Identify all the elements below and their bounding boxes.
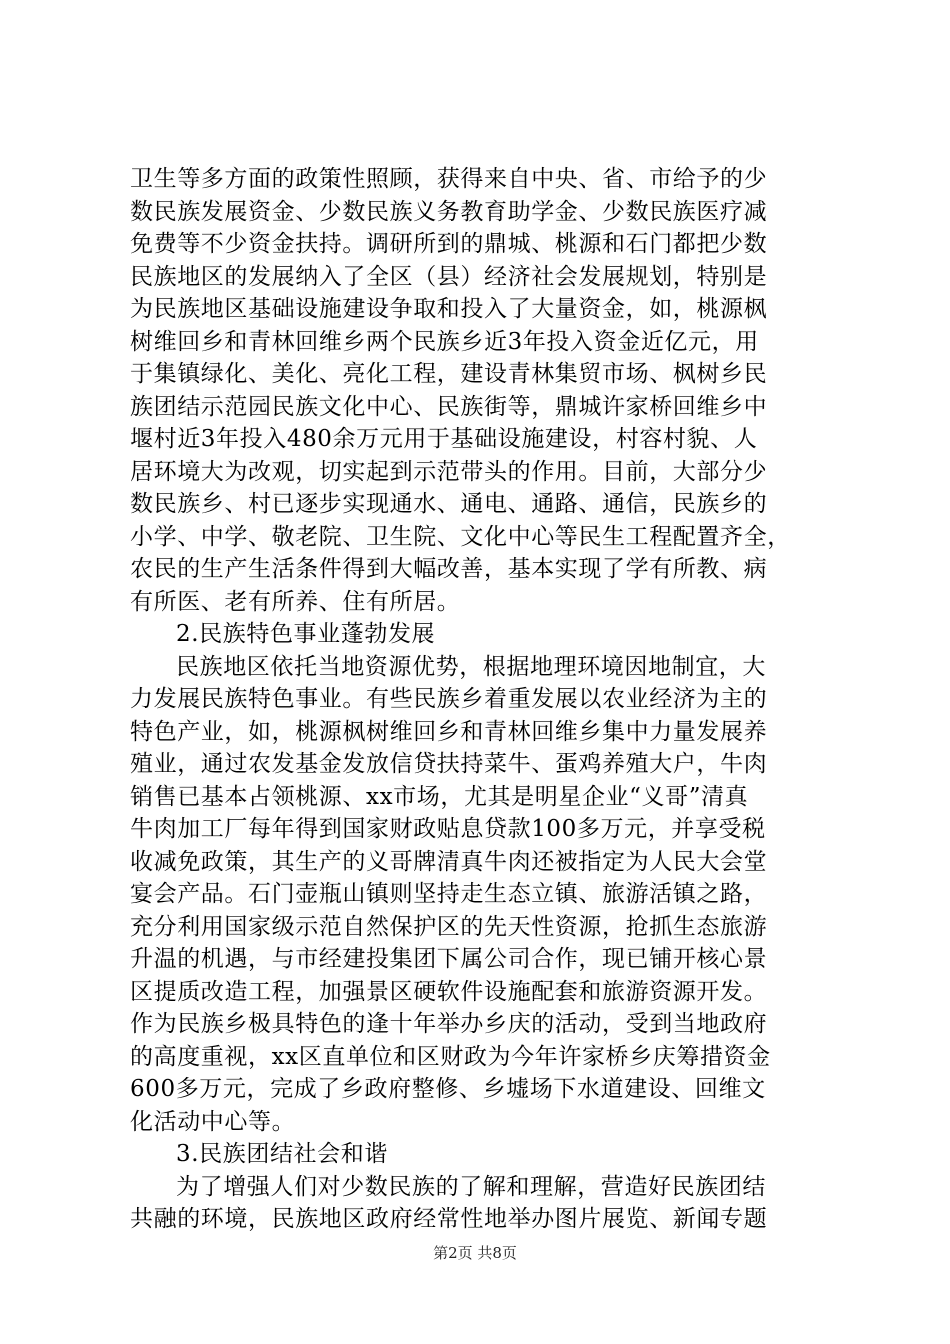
text-line: 充分利用国家级示范自然保护区的先天性资源，抢抓生态旅游	[130, 913, 768, 940]
text-line: 力发展民族特色事业。有些民族乡着重发展以农业经济为主的	[130, 686, 768, 712]
text-line: 免费等不少资金扶持。调研所到的鼎城、桃源和石门都把少数	[130, 231, 768, 257]
text-line: 殖业，通过农发基金发放信贷扶持菜牛、蛋鸡养殖大户，牛肉	[130, 751, 768, 777]
text-line: 为民族地区基础设施建设争取和投入了大量资金，如，桃源枫	[130, 296, 768, 322]
text-line: 卫生等多方面的政策性照顾，获得来自中央、省、市给予的少	[130, 166, 768, 192]
text-line: 于集镇绿化、美化、亮化工程，建设青林集贸市场、枫树乡民	[130, 361, 768, 387]
text-line: 堰村近3年投入480余万元用于基础设施建设，村容村貌、人	[130, 426, 758, 452]
text-line: 化活动中心等。	[130, 1108, 296, 1135]
text-line: 数民族发展资金、少数民族义务教育助学金、少数民族医疗减	[130, 198, 768, 225]
section-heading: 2.民族特色事业蓬勃发展	[176, 621, 436, 647]
text-line: 共融的环境，民族地区政府经常性地举办图片展览、新闻专题	[130, 1206, 768, 1232]
text-line: 族团结示范园民族文化中心、民族街等，鼎城许家桥回维乡中	[130, 393, 768, 420]
text-line: 的高度重视，xx区直单位和区财政为今年许家桥乡庆筹措资金	[130, 1043, 771, 1070]
text-line: 收减免政策，其生产的义哥牌清真牛肉还被指定为人民大会堂	[130, 848, 768, 875]
text-line: 600多万元，完成了乡政府整修、乡墟场下水道建设、回维文	[130, 1076, 766, 1102]
text-line: 特色产业，如，桃源枫树维回乡和青林回维乡集中力量发展养	[130, 718, 768, 745]
text-line: 牛肉加工厂每年得到国家财政贴息贷款100多万元，并享受税	[130, 816, 766, 842]
text-line: 数民族乡、村已逐步实现通水、通电、通路、通信，民族乡的	[130, 491, 768, 517]
text-line: 销售已基本占领桃源、xx市场，尤其是明星企业“义哥”清真	[130, 783, 749, 810]
text-line: 农民的生产生活条件得到大幅改善，基本实现了学有所教、病	[130, 556, 768, 582]
body-text	[130, 163, 830, 1236]
text-line: 宴会产品。石门壶瓶山镇则坚持走生态立镇、旅游活镇之路，	[130, 881, 768, 907]
text-line: 升温的机遇，与市经建投集团下属公司合作，现已铺开核心景	[130, 946, 768, 972]
section-heading: 3.民族团结社会和谐	[176, 1141, 388, 1167]
text-line: 民族地区的发展纳入了全区（县）经济社会发展规划，特别是	[130, 263, 768, 290]
text-line: 区提质改造工程，加强景区硬软件设施配套和旅游资源开发。	[130, 978, 768, 1005]
page-footer: 第2页 共8页	[433, 1244, 517, 1262]
text-line: 有所医、老有所养、住有所居。	[130, 588, 461, 615]
text-line: 树维回乡和青林回维乡两个民族乡近3年投入资金近亿元，用	[130, 328, 759, 355]
paragraph-start: 为了增强人们对少数民族的了解和理解，营造好民族团结	[176, 1173, 766, 1200]
text-line: 居环境大为改观，切实起到示范带头的作用。目前，大部分少	[130, 458, 768, 485]
text-line: 小学、中学、敬老院、卫生院、文化中心等民生工程配置齐全，	[130, 523, 791, 550]
text-line: 作为民族乡极具特色的逢十年举办乡庆的活动，受到当地政府	[130, 1011, 768, 1037]
paragraph-start: 民族地区依托当地资源优势，根据地理环境因地制宜，大	[176, 653, 766, 680]
